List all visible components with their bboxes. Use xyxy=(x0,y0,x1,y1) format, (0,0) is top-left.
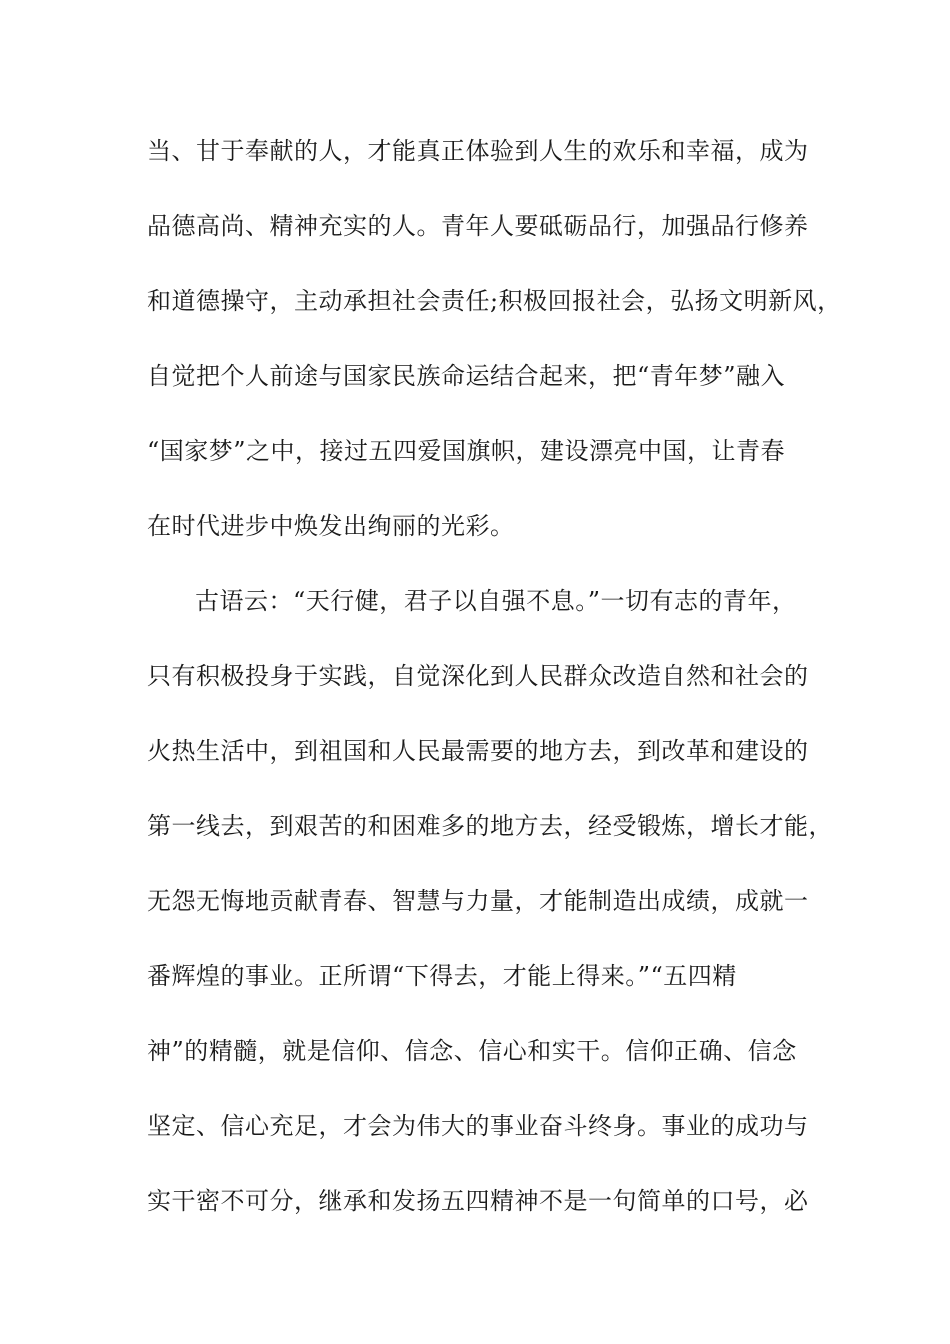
body-text-line: 品德高尚、精神充实的人。青年人要砥砺品行，加强品行修养 xyxy=(147,212,809,240)
body-text-line: 无怨无悔地贡献青春、智慧与力量，才能制造出成绩，成就一 xyxy=(147,887,809,915)
body-text-line: 第一线去，到艰苦的和困难多的地方去，经受锻炼，增长才能， xyxy=(147,812,833,840)
body-text-line: “国家梦”之中，接过五四爱国旗帜，建设漂亮中国，让青春 xyxy=(147,437,786,465)
body-text-line: 实干密不可分，继承和发扬五四精神不是一句简单的口号，必 xyxy=(147,1187,809,1215)
body-text-line: 神”的精髓，就是信仰、信念、信心和实干。信仰正确、信念 xyxy=(147,1037,797,1065)
body-text-line: 只有积极投身于实践，自觉深化到人民群众改造自然和社会的 xyxy=(147,662,809,690)
body-text-line: 和道德操守，主动承担社会责任;积极回报社会，弘扬文明新风， xyxy=(147,287,842,315)
body-text-line: 自觉把个人前途与国家民族命运结合起来，把“青年梦”融入 xyxy=(147,362,786,390)
paragraph-first-line: 古语云：“天行健，君子以自强不息。”一切有志的青年， xyxy=(195,587,797,615)
body-text-line: 火热生活中，到祖国和人民最需要的地方去，到改革和建设的 xyxy=(147,737,809,765)
body-text-line: 番辉煌的事业。正所谓“下得去，才能上得来。”“五四精 xyxy=(147,962,737,990)
body-text-line: 坚定、信心充足，才会为伟大的事业奋斗终身。事业的成功与 xyxy=(147,1112,809,1140)
body-text-line: 当、甘于奉献的人，才能真正体验到人生的欢乐和幸福，成为 xyxy=(147,137,809,165)
body-text-line: 在时代进步中焕发出绚丽的光彩。 xyxy=(147,512,515,540)
